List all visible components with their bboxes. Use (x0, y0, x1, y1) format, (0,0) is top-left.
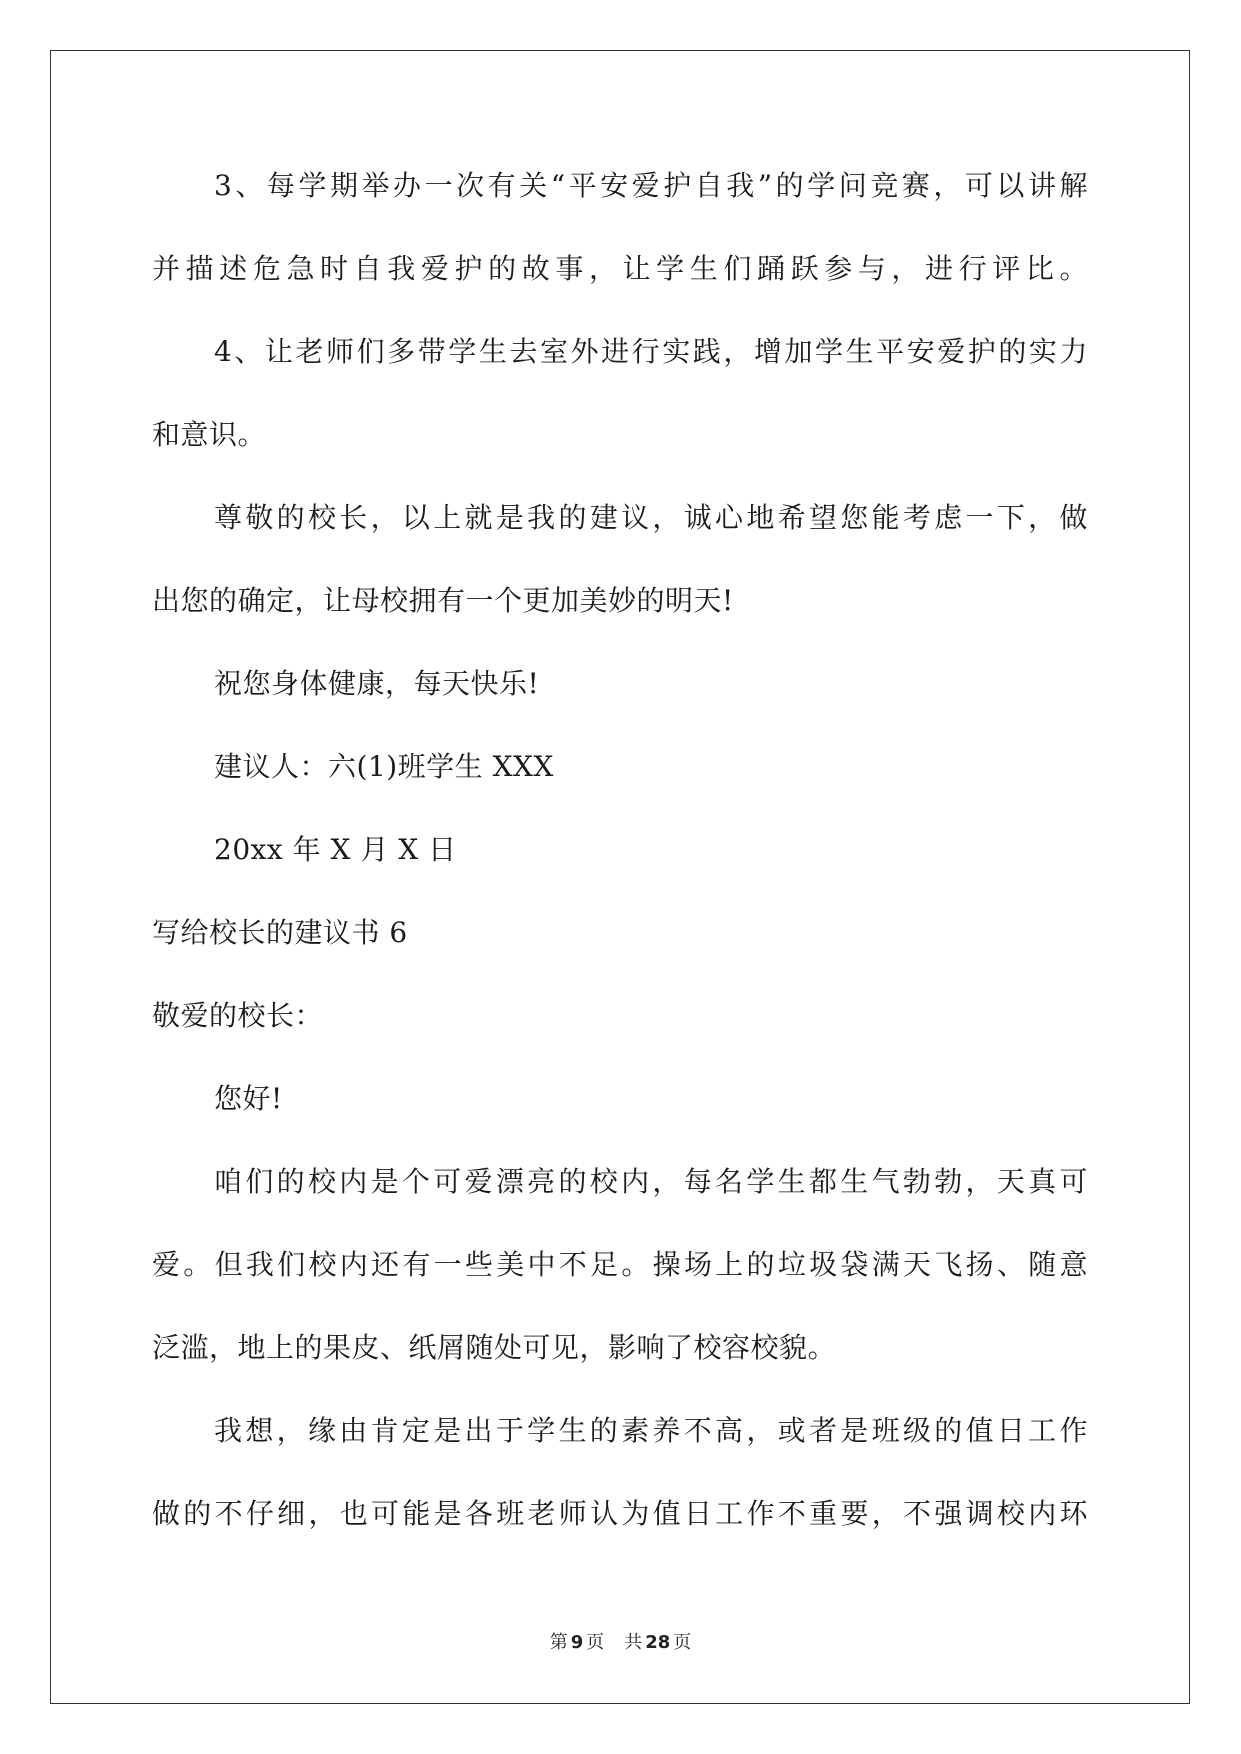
page-border (50, 50, 1190, 1704)
paragraph-line: 4、让老师们多带学生去室外进行实践，增加学生平安爱护的实力 (214, 335, 1088, 368)
paragraph-line: 尊敬的校长，以上就是我的建议，诚心地希望您能考虑一下，做 (214, 501, 1088, 534)
page-prefix: 第 (549, 1632, 568, 1653)
paragraph-line: 咱们的校内是个可爱漂亮的校内，每名学生都生气勃勃，天真可 (214, 1165, 1088, 1198)
paragraph-line: 和意识。 (152, 418, 267, 451)
page-suffix: 页 (586, 1632, 605, 1653)
paragraph-line: 祝您身体健康，每天快乐! (214, 667, 540, 700)
page-footer (0, 1628, 1241, 1654)
paragraph-line: 泛滥，地上的果皮、纸屑随处可见，影响了校容校貌。 (152, 1331, 837, 1364)
date-line: 20xx 年 X 月 X 日 (214, 833, 457, 866)
paragraph-line: 出您的确定，让母校拥有一个更加美妙的明天! (152, 584, 734, 617)
paragraph-line: 做的不仔细，也可能是各班老师认为值日工作不重要，不强调校内环 (152, 1497, 1088, 1530)
section-title: 写给校长的建议书 6 (152, 916, 408, 949)
paragraph-line: 我想，缘由肯定是出于学生的素养不高，或者是班级的值日工作 (214, 1414, 1088, 1447)
total-prefix: 共 (624, 1632, 643, 1653)
paragraph-line: 3、每学期举办一次有关“平安爱护自我”的学问竞赛，可以讲解 (214, 169, 1088, 202)
greeting: 您好! (214, 1082, 283, 1115)
paragraph-line: 爱。但我们校内还有一些美中不足。操场上的垃圾袋满天飞扬、随意 (152, 1248, 1088, 1281)
paragraph-line: 并描述危急时自我爱护的故事，让学生们踊跃参与，进行评比。 (152, 252, 1088, 285)
page-number: 9 (570, 1632, 584, 1653)
salutation: 敬爱的校长： (152, 999, 324, 1032)
total-pages: 28 (645, 1632, 671, 1653)
total-suffix: 页 (673, 1632, 692, 1653)
signature-line: 建议人：六(1)班学生 XXX (214, 750, 554, 783)
